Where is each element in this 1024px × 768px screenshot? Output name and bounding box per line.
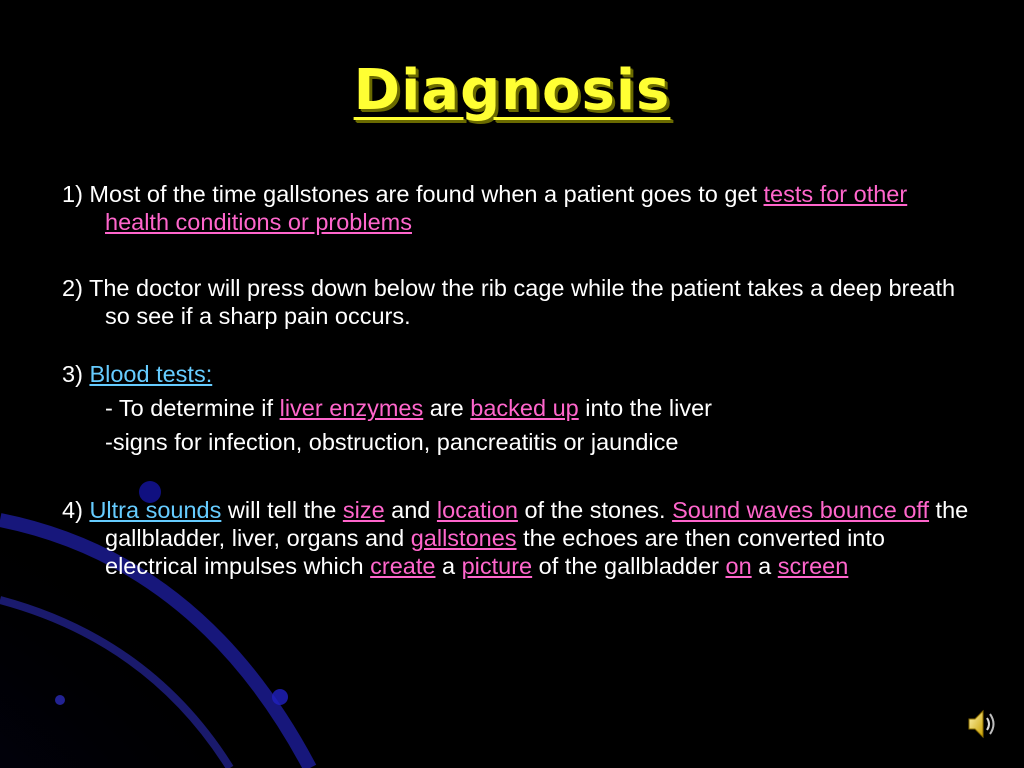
- item-4-t4: the gallbladder, liver, organs and: [105, 497, 969, 551]
- item-3: [62, 360, 972, 388]
- item-2: [62, 274, 972, 330]
- item-2-number: 2): [62, 275, 83, 301]
- ultra-sounds-link[interactable]: Ultra sounds: [89, 497, 222, 523]
- item-1-text: Most of the time gallstones are found when a patient goes to get: [82, 181, 764, 207]
- item-2-text: The doctor will press down below the rib cage while the patient takes a deep breath so see if a sharp pain occurs.: [82, 275, 956, 329]
- item-1-number: 1): [62, 181, 83, 207]
- slide-body: [62, 180, 972, 580]
- create-link[interactable]: create: [370, 553, 436, 579]
- speaker-icon[interactable]: [966, 706, 998, 742]
- item-3-sub-2: -signs for infection, obstruction, pancreatitis or jaundice: [105, 429, 679, 455]
- gallstones-link[interactable]: gallstones: [410, 525, 517, 551]
- location-link[interactable]: location: [436, 497, 518, 523]
- liver-enzymes-link[interactable]: liver enzymes: [279, 395, 424, 421]
- item-3-number: 3): [62, 361, 83, 387]
- slide-title-text: Diagnosis: [353, 58, 671, 123]
- item-1-link[interactable]: tests for other health conditions or problems: [105, 181, 908, 235]
- backed-up-link[interactable]: backed up: [470, 395, 579, 421]
- blood-tests-link[interactable]: Blood tests:: [89, 361, 213, 387]
- item-3-sub-1-post: into the liver: [578, 395, 712, 421]
- item-3-sub-1: [62, 394, 972, 422]
- item-4-t2: and: [384, 497, 437, 523]
- item-4-t7: of the gallbladder: [532, 553, 726, 579]
- item-4: [62, 496, 972, 580]
- item-4-t1: will tell the: [221, 497, 343, 523]
- item-4-t8: a: [751, 553, 778, 579]
- picture-link[interactable]: picture: [461, 553, 533, 579]
- item-1: [62, 180, 972, 236]
- item-4-t5: the echoes are then converted into electrical impulses which: [105, 525, 885, 579]
- item-3-sub-1-mid: are: [423, 395, 471, 421]
- size-link[interactable]: size: [342, 497, 385, 523]
- item-4-t6: a: [435, 553, 462, 579]
- slide-title: [0, 58, 1024, 123]
- screen-link[interactable]: screen: [777, 553, 849, 579]
- item-4-number: 4): [62, 497, 83, 523]
- sound-waves-link[interactable]: Sound waves bounce off: [672, 497, 930, 523]
- item-3-sub-1-pre: - To determine if: [105, 395, 280, 421]
- on-link[interactable]: on: [725, 553, 752, 579]
- item-4-t3: of the stones.: [517, 497, 673, 523]
